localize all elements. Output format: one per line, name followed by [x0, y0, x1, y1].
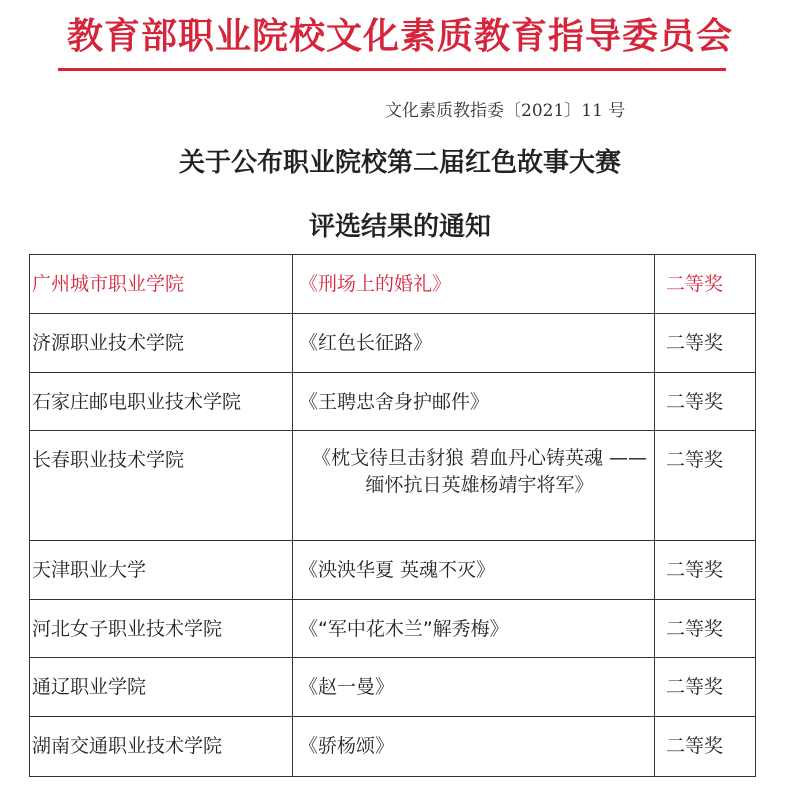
table-row — [30, 717, 756, 777]
table-row — [30, 431, 756, 541]
school-name: 湖南交通职业技术学院 — [30, 717, 293, 777]
org-title: 教育部职业院校文化素质教育指导委员会 — [66, 16, 733, 57]
table-row — [30, 658, 756, 717]
work-title: 《赵一曼》 — [293, 658, 655, 717]
document-number: 文化素质教指委〔2021〕11 号 — [385, 101, 626, 121]
award-level: 二等奖 — [655, 314, 756, 373]
award-level: 二等奖 — [655, 541, 756, 600]
school-name: 天津职业大学 — [30, 541, 293, 600]
table-row — [30, 314, 756, 373]
table-row — [30, 541, 756, 600]
header-divider — [58, 68, 726, 71]
work-title: 《骄杨颂》 — [293, 717, 655, 777]
results-table — [29, 254, 756, 777]
work-title: 《刑场上的婚礼》 — [293, 255, 655, 314]
award-level: 二等奖 — [655, 255, 756, 314]
award-level: 二等奖 — [655, 717, 756, 777]
work-title: 《王聘忠舍身护邮件》 — [293, 373, 655, 431]
notice-title-line-1: 关于公布职业院校第二届红色故事大赛 — [178, 148, 621, 178]
school-name: 长春职业技术学院 — [30, 431, 293, 541]
work-title: 《红色长征路》 — [293, 314, 655, 373]
award-level: 二等奖 — [655, 431, 756, 541]
work-title: 《泱泱华夏 英魂不灭》 — [293, 541, 655, 600]
school-name: 通辽职业学院 — [30, 658, 293, 717]
table-row — [30, 255, 756, 314]
work-title: 《“军中花木兰”解秀梅》 — [293, 600, 655, 658]
work-title: 《枕戈待旦击豺狼 碧血丹心铸英魂 ——缅怀抗日英雄杨靖宇将军》 — [293, 431, 655, 541]
school-name: 石家庄邮电职业技术学院 — [30, 373, 293, 431]
school-name: 河北女子职业技术学院 — [30, 600, 293, 658]
award-level: 二等奖 — [655, 600, 756, 658]
notice-title-line-2: 评选结果的通知 — [308, 212, 491, 242]
school-name: 广州城市职业学院 — [30, 255, 293, 314]
table-row — [30, 600, 756, 658]
table-row — [30, 373, 756, 431]
school-name: 济源职业技术学院 — [30, 314, 293, 373]
award-level: 二等奖 — [655, 373, 756, 431]
award-level: 二等奖 — [655, 658, 756, 717]
